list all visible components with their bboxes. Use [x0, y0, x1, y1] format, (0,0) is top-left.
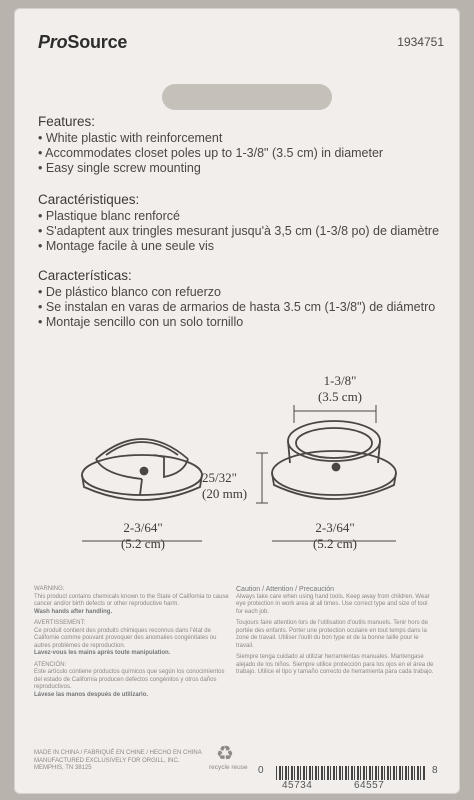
left-socket-drawing [82, 439, 202, 500]
inner-cm: (3.5 cm) [317, 389, 363, 404]
right-width-label [290, 520, 380, 552]
right-socket-drawing [272, 421, 396, 499]
right-width-cm: (5.2 cm) [312, 536, 358, 551]
recycle-icon: ♻ [216, 743, 234, 765]
avert-heading: AVERTISSEMENT: [34, 620, 86, 626]
left-width-label [98, 520, 188, 552]
warning-text: This product contains chemicals known to the State of California to cause cancer and/or birth defects or other reproductive harm. [34, 593, 229, 607]
caracteristiques-heading: Caractéristiques: [38, 192, 140, 207]
warning-bold: Wash hands after handling. [34, 608, 113, 615]
warning-block [34, 586, 234, 699]
caution-block [236, 586, 436, 677]
product-diagram [14, 363, 460, 563]
brand-logo [38, 32, 127, 53]
aten-bold: Lávese las manos después de utilizarlo. [34, 691, 149, 698]
avert-text: Ce produit contient des produits chimiques reconnus dans l'état de Californie comme pouvant provoquer des anomalies congénitales ou autres problèmes de reproduction. [34, 627, 217, 649]
warning-heading: WARNING: [34, 586, 65, 592]
caracteristicas-heading: Características: [38, 268, 132, 283]
list-item: • White plastic with reinforcement [38, 131, 448, 146]
brand-part1: Pro [38, 32, 68, 52]
inner-in: 1-3/8" [323, 373, 357, 388]
list-item: • S'adaptent aux tringles mesurant jusqu'à 3,5 cm (1-3/8 po) de diamètre [38, 224, 448, 239]
barcode [276, 766, 426, 780]
city-text: MEMPHIS, TN 38125 [34, 765, 92, 771]
list-item: • Montaje sencillo con un solo tornillo [38, 315, 448, 330]
aten-heading: ATENCIÓN: [34, 661, 67, 668]
barcode-first: 0 [258, 765, 265, 776]
height-label [202, 470, 262, 502]
height-mm: (20 mm) [202, 486, 248, 501]
features-heading: Features: [38, 114, 96, 129]
sku-number: 1934751 [397, 35, 444, 49]
list-item: • Se instalan en varas de armarios de hasta 3.5 cm (1-3/8") de diámetro [38, 300, 448, 315]
barcode-last: 8 [432, 765, 439, 776]
caution-en: Always take care when using hand tools. Keep away from children. Wear eye protection in work area at all times. Use correct type and size of tool for each job. [236, 593, 430, 615]
footer-made-in [34, 750, 214, 773]
brand-part2: Source [67, 32, 128, 52]
recycle-label: recycle reuse [209, 764, 248, 771]
manufactured-text: MANUFACTURED EXCLUSIVELY FOR ORGILL, INC. [34, 757, 180, 764]
barcode-right: 64557 [354, 780, 385, 791]
list-item: • Plastique blanc renforcé [38, 209, 448, 224]
list-item: • Easy single screw mounting [38, 161, 448, 176]
left-width-in: 2-3/64" [123, 520, 163, 535]
list-item: • De plástico blanco con refuerzo [38, 285, 448, 300]
avert-bold: Lavez-vous les mains après toute manipulation. [34, 650, 171, 656]
inner-diameter-label [300, 373, 380, 405]
list-item: • Accommodates closet poles up to 1-3/8" (3.5 cm) in diameter [38, 146, 448, 161]
made-in-text: MADE IN CHINA / FABRIQUÉ EN CHINE / HECHO EN CHINA [34, 750, 202, 756]
package-card [14, 8, 460, 794]
caution-fr: Toujours faire attention lors de l'utilisation d'outils manuels. Tenir hors de portée des enfants. Porter une protection oculaire en tout temps dans la zone de travail. Utiliser l'outil du bon type et de la bonne taille pour le travail. [236, 620, 428, 649]
features-section [38, 114, 448, 176]
aten-text: Este artículo contiene productos químicos que según los conocimientos del estado de California producen defectos congénitos y otros daños reproductivos. [34, 669, 225, 690]
caracteristicas-section [38, 268, 448, 330]
caution-es: Siempre tenga cuidado al utilizar herramientas manuales. Mantengase alejado de los niños. Siempre utilice protección para los ojos en el área de trabajo. Utilice el tipo y tamaño correcto de herramienta para cada trabajo. [236, 654, 434, 675]
list-item: • Montage facile à une seule vis [38, 239, 448, 254]
left-width-cm: (5.2 cm) [120, 536, 166, 551]
barcode-left: 45734 [282, 780, 313, 791]
caution-heading: Caution / Attention / Precaución [236, 586, 335, 593]
caracteristiques-section [38, 192, 448, 254]
right-width-in: 2-3/64" [315, 520, 355, 535]
height-in: 25/32" [202, 470, 237, 485]
hang-hole [162, 84, 332, 110]
